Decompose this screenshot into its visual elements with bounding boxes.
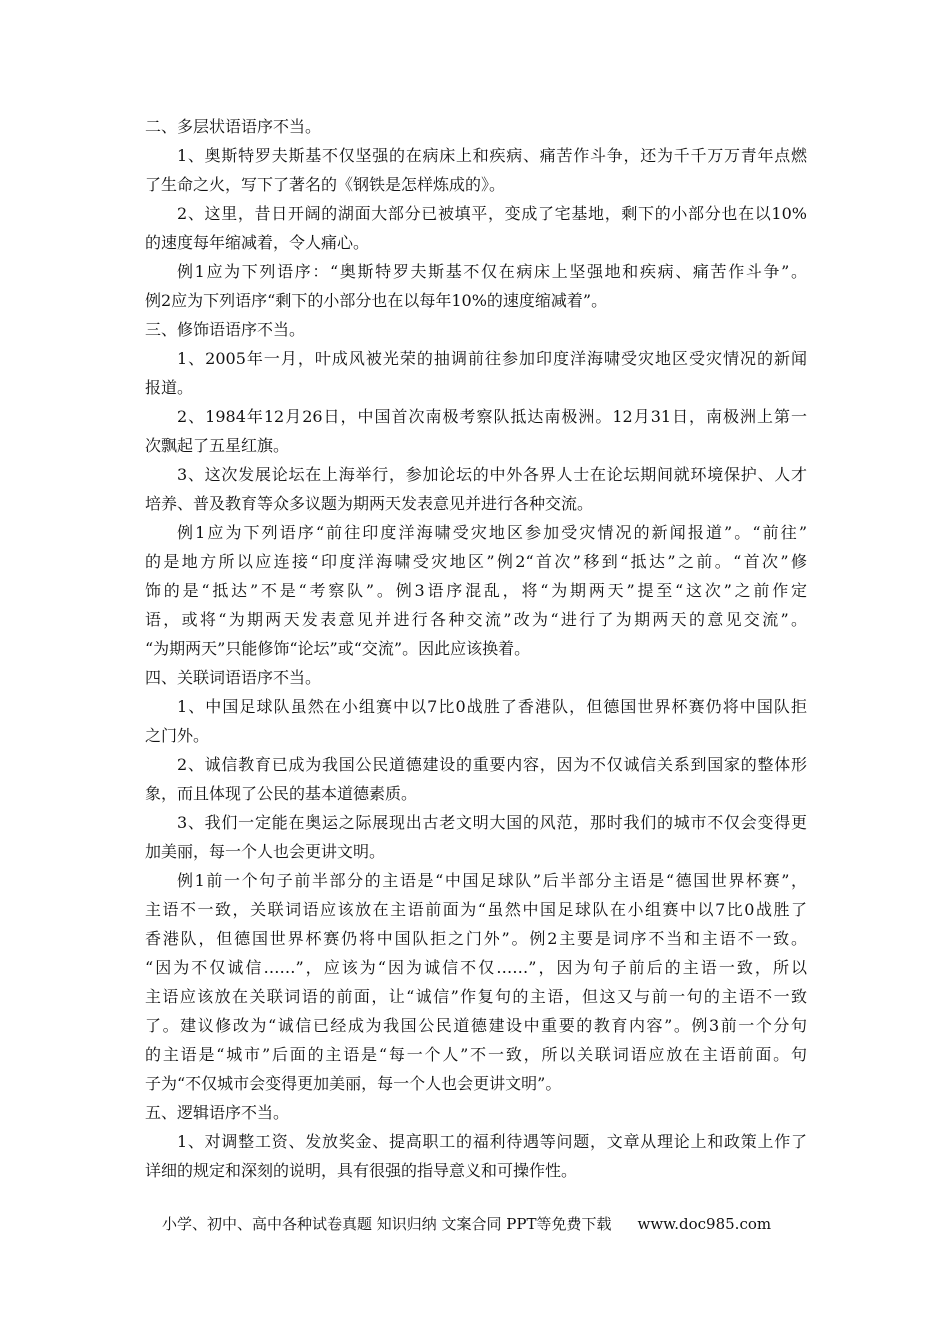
text-line: “为期两天”只能修饰“论坛”或“交流”。因此应该换着。 [145, 639, 531, 658]
text-line: 主语不一致，关联词语应该放在主语前面为“虽然中国足球队在小组赛中以7比0战胜了 [145, 900, 807, 919]
text-line: 2、1984年12月26日，中国首次南极考察队抵达南极洲。12月31日，南极洲上第一 [177, 407, 807, 426]
text-line: 3、这次发展论坛在上海举行，参加论坛的中外各界人士在论坛期间就环境保护、人才 [177, 465, 807, 484]
text-line: 1、中国足球队虽然在小组赛中以7比0战胜了香港队，但德国世界杯赛仍将中国队拒 [177, 697, 807, 716]
text-line: 2、这里，昔日开阔的湖面大部分已被填平，变成了宅基地，剩下的小部分也在以10% [177, 204, 807, 223]
text-line: 之门外。 [145, 726, 210, 745]
text-line: 例1前一个句子前半部分的主语是“中国足球队”后半部分主语是“德国世界杯赛”， [177, 871, 807, 890]
text-line: 2、诚信教育已成为我国公民道德建设的重要内容，因为不仅诚信关系到国家的整体形 [177, 755, 807, 774]
text-line: “因为不仅诚信……”，应该为“因为诚信不仅……”，因为句子前后的主语一致，所以 [145, 958, 807, 977]
section-heading: 二、多层状语语序不当。 [145, 117, 322, 136]
text-line: 象，而且体现了公民的基本道德素质。 [145, 784, 418, 803]
text-line: 详细的规定和深刻的说明，具有很强的指导意义和可操作性。 [145, 1161, 578, 1180]
text-line: 1、奥斯特罗夫斯基不仅坚强的在病床上和疾病、痛苦作斗争，还为千千万万青年点燃 [177, 146, 807, 165]
text-line: 的速度每年缩减着，令人痛心。 [145, 233, 370, 252]
text-line: 香港队，但德国世界杯赛仍将中国队拒之门外”。例2主要是词序不当和主语不一致。 [145, 929, 807, 948]
text-line: 例2应为下列语序“剩下的小部分也在以每年10%的速度缩减着”。 [145, 291, 608, 310]
text-line: 3、我们一定能在奥运之际展现出古老文明大国的风范，那时我们的城市不仅会变得更 [177, 813, 807, 832]
text-line: 次飘起了五星红旗。 [145, 436, 290, 455]
section-heading: 五、逻辑语序不当。 [145, 1103, 290, 1122]
section-heading: 三、修饰语语序不当。 [145, 320, 306, 339]
section-heading: 四、关联词语语序不当。 [145, 668, 322, 687]
text-line: 子为“不仅城市会变得更加美丽，每一个人也会更讲文明”。 [145, 1074, 562, 1093]
text-line: 了生命之火，写下了著名的《钢铁是怎样炼成的》。 [145, 175, 506, 194]
document-body [145, 112, 807, 1185]
text-line: 的是地方所以应连接“印度洋海啸受灾地区”例2“首次”移到“抵达”之前。“首次”修 [145, 552, 807, 571]
footer-text: 小学、初中、高中各种试卷真题 知识归纳 文案合同 PPT等免费下载 [162, 1215, 612, 1233]
text-line: 语，或将“为期两天发表意见并进行各种交流”改为“进行了为期两天的意见交流”。 [145, 610, 807, 629]
text-line: 例1应为下列语序：“奥斯特罗夫斯基不仅在病床上坚强地和疾病、痛苦作斗争”。 [177, 262, 807, 281]
text-line: 1、对调整工资、发放奖金、提高职工的福利待遇等问题，文章从理论上和政策上作了 [177, 1132, 807, 1151]
footer-website-link[interactable]: www.doc985.com [637, 1215, 772, 1233]
text-line: 饰的是“抵达”不是“考察队”。例3语序混乱，将“为期两天”提至“这次”之前作定 [145, 581, 807, 600]
text-line: 的主语是“城市”后面的主语是“每一个人”不一致，所以关联词语应放在主语前面。句 [145, 1045, 807, 1064]
page-footer [162, 1212, 802, 1236]
text-line: 1、2005年一月，叶成风被光荣的抽调前往参加印度洋海啸受灾地区受灾情况的新闻 [177, 349, 807, 368]
text-line: 培养、普及教育等众多议题为期两天发表意见并进行各种交流。 [145, 494, 594, 513]
text-line: 报道。 [145, 378, 194, 397]
text-line: 例1应为下列语序“前往印度洋海啸受灾地区参加受灾情况的新闻报道”。“前往” [177, 523, 807, 542]
text-line: 主语应该放在关联词语的前面，让“诚信”作复句的主语，但这又与前一句的主语不一致 [145, 987, 807, 1006]
text-line: 了。建议修改为“诚信已经成为我国公民道德建设中重要的教育内容”。例3前一个分句 [145, 1016, 807, 1035]
text-line: 加美丽，每一个人也会更讲文明。 [145, 842, 386, 861]
